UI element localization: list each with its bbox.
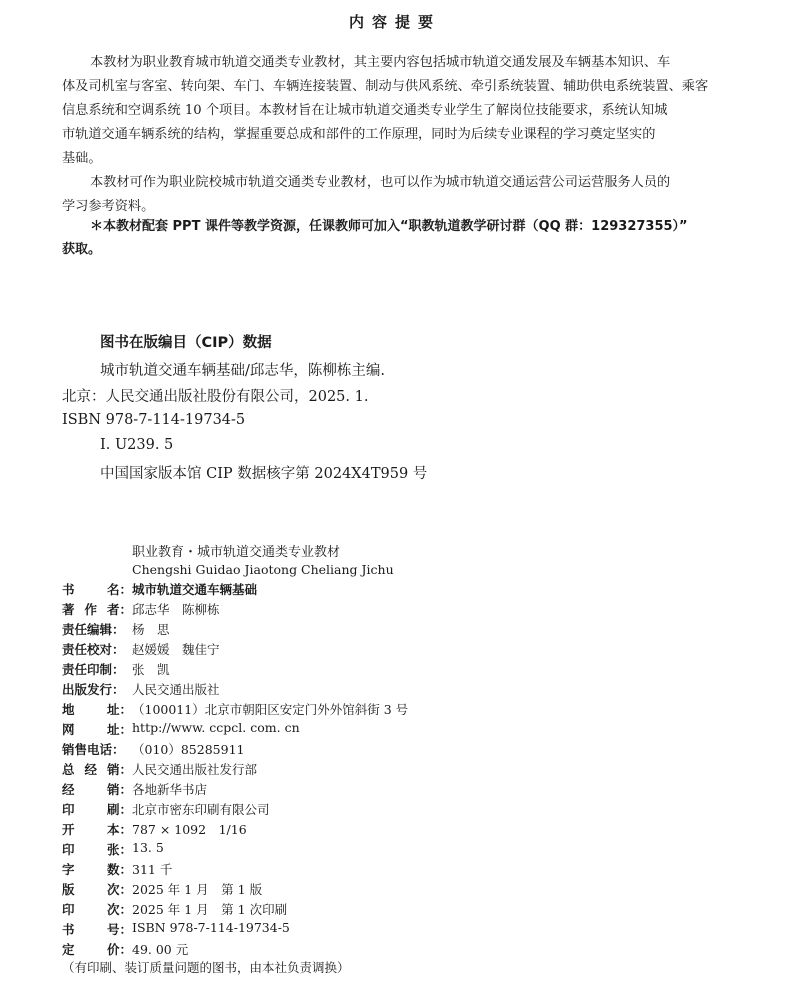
pinyin-title: Chengshi Guidao Jiaotong Cheliang Jichu [132,562,394,577]
colophon-value: 311 千 [132,862,173,877]
summary-line: 体及司机室与客室、转向架、车门、车辆连接装置、制动与供风系统、牵引系统装置、辅助供电系统装置、乘客 [62,79,709,94]
footer-note: （有印刷、装订质量问题的图书，由本社负责调换） [62,960,350,975]
page-title: 内容提要 [348,13,441,31]
colophon-value: 张 凯 [132,662,170,677]
colophon-label: 印 张： [62,842,132,857]
colophon-value: 2025 年 1 月 第 1 次印刷 [132,902,288,917]
colophon-value: 各地新华书店 [132,782,208,797]
colophon-label: 版 次： [62,882,132,897]
cip-line: 北京：人民交通出版社股份有限公司，2025. 1. [62,389,369,405]
summary-line: 学习参考资料。 [62,199,155,214]
colophon-label: 印 刷： [62,802,132,817]
colophon-label: 字 数： [62,862,132,877]
resource-note-line: 获取。 [62,242,102,257]
colophon-label: 总 经 销： [62,762,132,777]
colophon-value: （100011）北京市朝阳区安定门外外馆斜街 3 号 [132,702,409,717]
colophon-value: 人民交通出版社发行部 [132,762,258,777]
colophon-value: ISBN 978-7-114-19734-5 [132,920,290,935]
cip-line: 中国国家版本馆 CIP 数据核字第 2024X4T959 号 [100,466,428,482]
summary-line: 本教材可作为职业院校城市轨道交通类专业教材，也可以作为城市轨道交通运营公司运营服务人员的 [90,175,671,190]
colophon-label: 书 名： [62,582,132,597]
colophon-label: 定 价： [62,942,132,957]
colophon-value: 北京市密东印刷有限公司 [132,802,270,817]
cip-heading: 图书在版编目（CIP）数据 [100,335,272,351]
summary-line: 市轨道交通车辆系统的结构，掌握重要总成和部件的工作原理，同时为后续专业课程的学习奠定坚实的 [62,127,656,142]
colophon-label: 销售电话： [62,742,125,757]
colophon-label: 责任编辑： [62,622,125,637]
colophon-value: 城市轨道交通车辆基础 [132,582,258,597]
colophon-value: 杨 思 [132,622,170,637]
colophon-value: 邱志华 陈柳栋 [132,602,220,617]
cip-line: ISBN 978-7-114-19734-5 [62,412,246,428]
colophon-label: 责任校对： [62,642,125,657]
resource-note-line: ＊本教材配套 PPT 课件等教学资源，任课教师可加入“职教轨道教学研讨群（QQ 群：129327355）” [90,219,688,234]
colophon-value: （010）85285911 [132,742,245,757]
colophon-label: 责任印制： [62,662,125,677]
cip-line: 城市轨道交通车辆基础/邱志华，陈柳栋主编. [100,363,385,379]
colophon-value: 人民交通出版社 [132,682,220,697]
colophon-value: 787 × 1092 1/16 [132,822,247,837]
colophon-label: 开 本： [62,822,132,837]
colophon-value: http://www. ccpcl. com. cn [132,720,300,735]
colophon-label: 印 次： [62,902,132,917]
colophon-label: 书 号： [62,922,132,937]
summary-line: 本教材为职业教育城市轨道交通类专业教材，其主要内容包括城市轨道交通发展及车辆基本知识、车 [90,55,671,70]
summary-line: 基础。 [62,151,102,166]
colophon-label: 出版发行： [62,682,125,697]
colophon-label: 地 址： [62,702,132,717]
colophon-value: 2025 年 1 月 第 1 版 [132,882,263,897]
series-name: 职业教育・城市轨道交通类专业教材 [132,545,341,560]
colophon-label: 网 址： [62,722,132,737]
colophon-value: 49. 00 元 [132,942,189,957]
colophon-value: 赵媛媛 魏佳宁 [132,642,220,657]
summary-line: 信息系统和空调系统 10 个项目。本教材旨在让城市轨道交通类专业学生了解岗位技能要求，系统认知城 [62,103,668,118]
colophon-value: 13. 5 [132,840,164,855]
colophon-label: 经 销： [62,782,132,797]
cip-line: Ⅰ. U239. 5 [100,437,174,453]
colophon-label: 著 作 者： [62,602,132,617]
